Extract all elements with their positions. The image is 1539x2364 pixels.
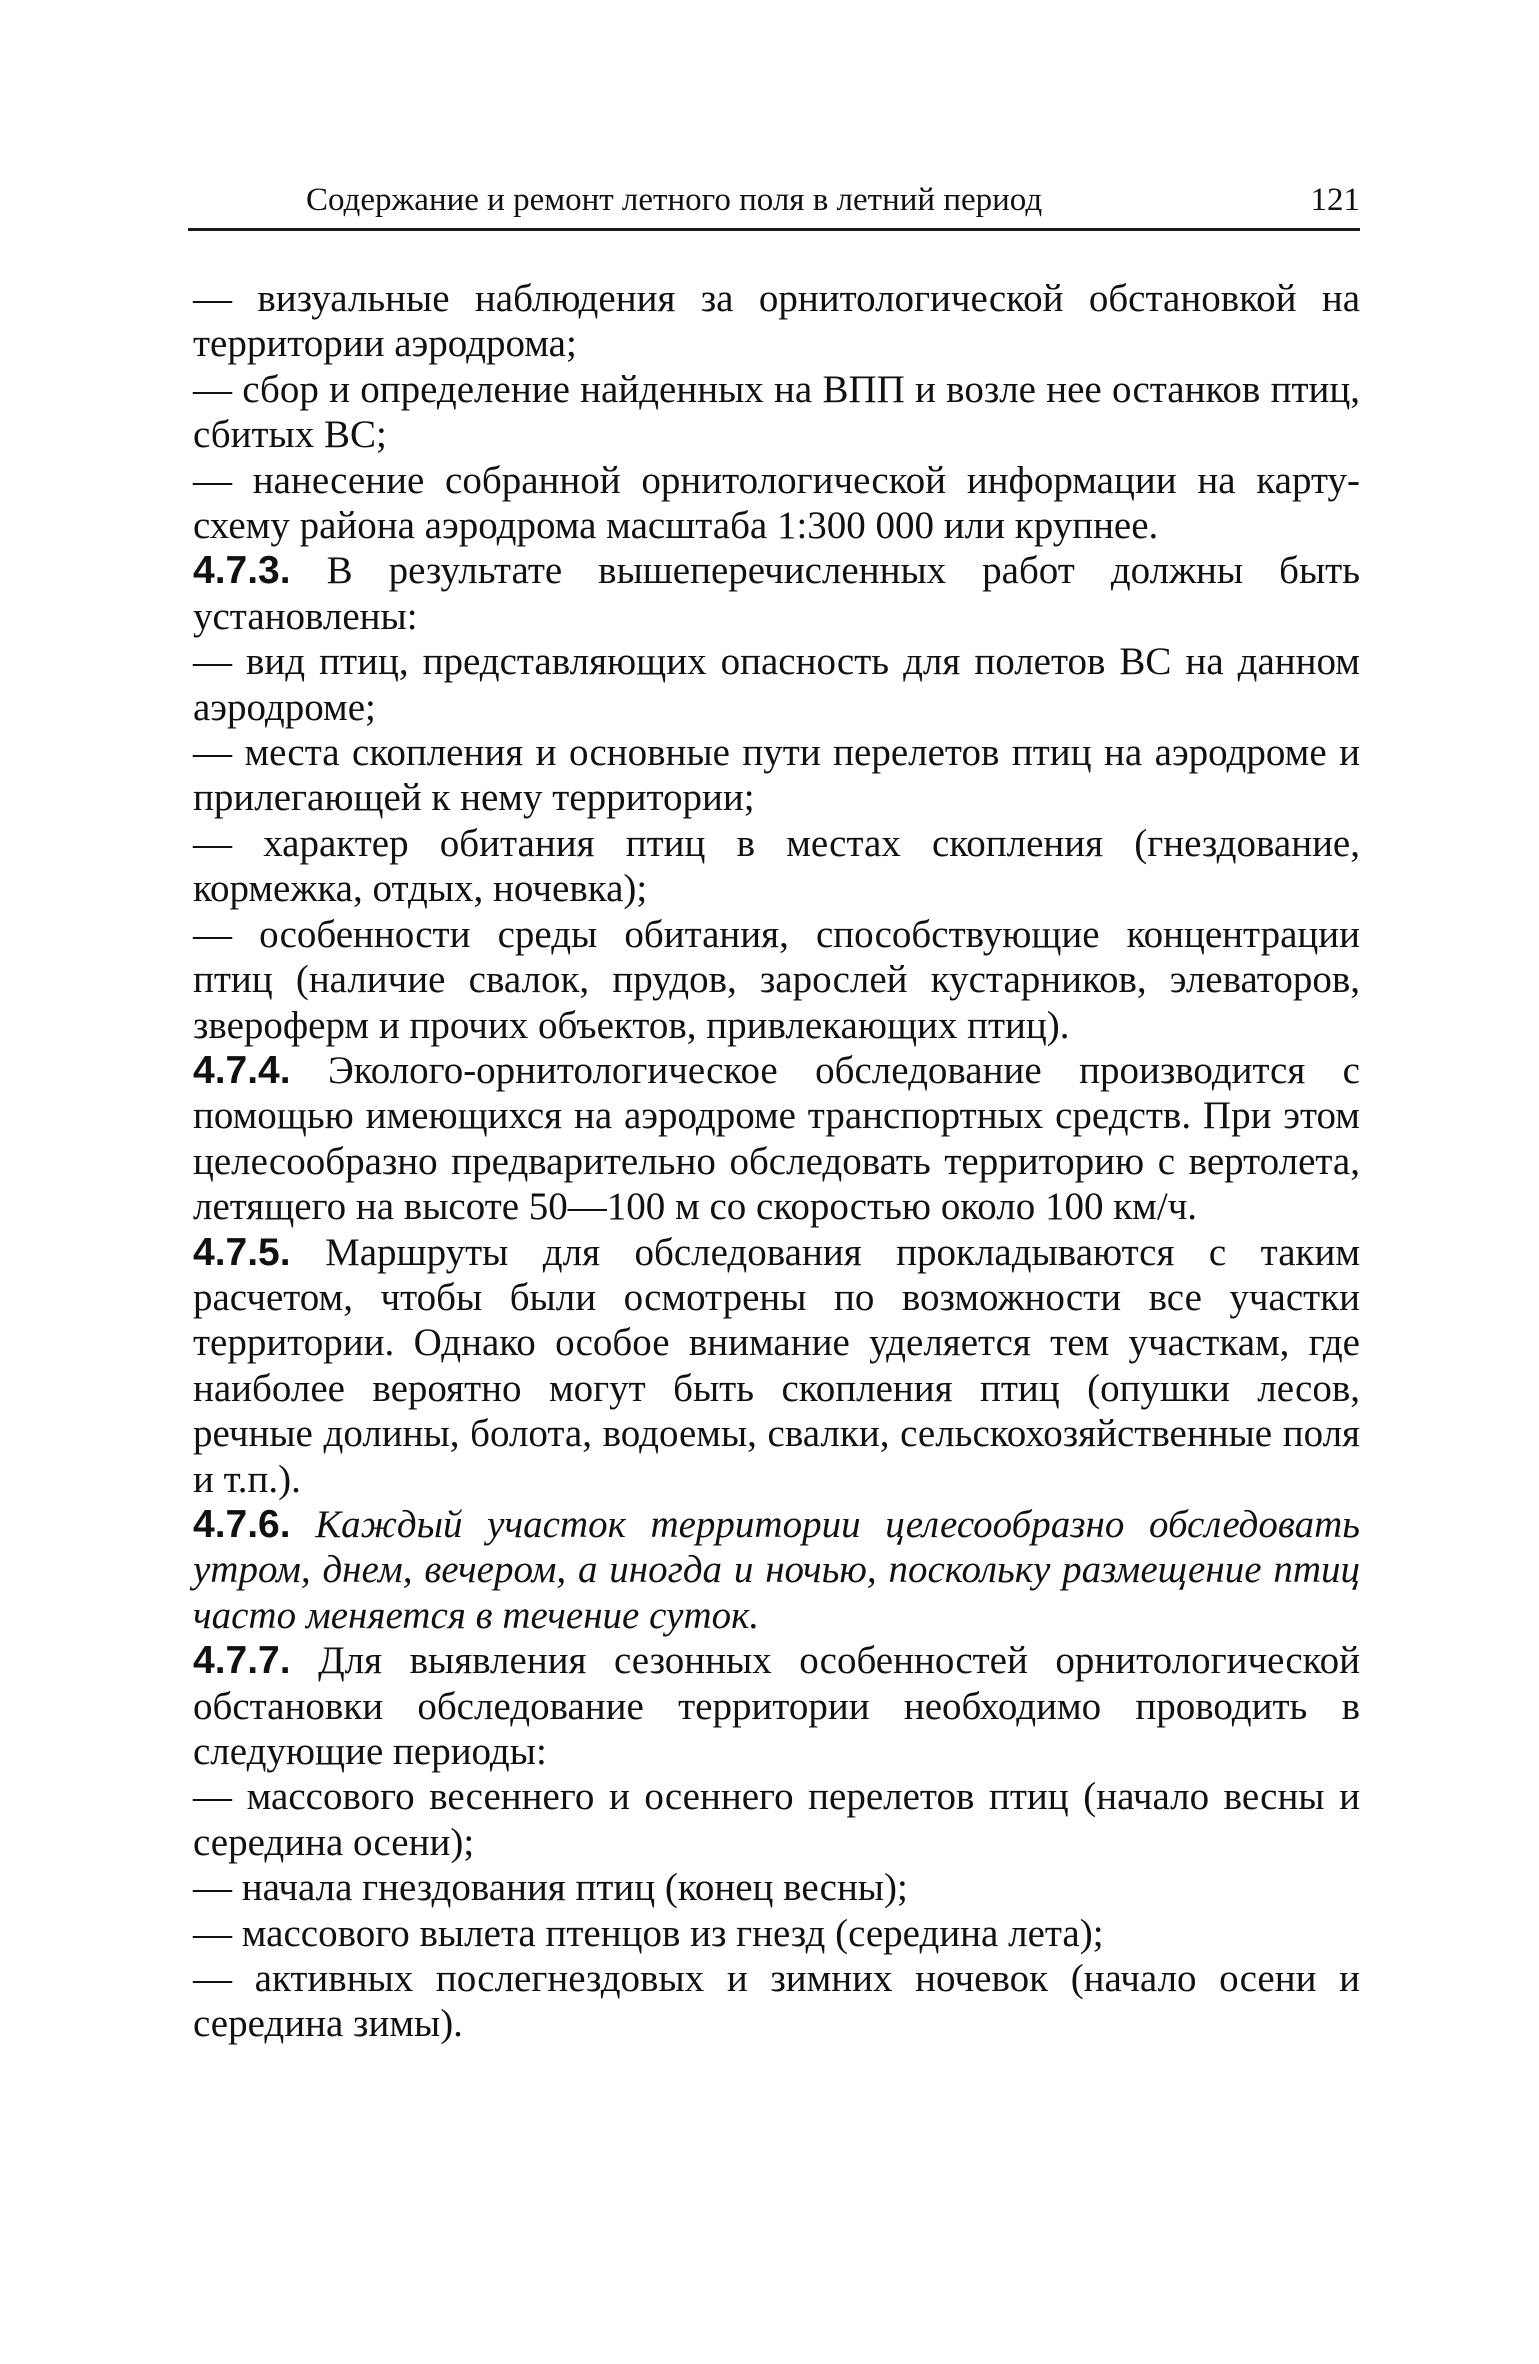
list-item xyxy=(193,1956,1360,2047)
header-divider xyxy=(188,228,1360,231)
section-paragraph xyxy=(193,1048,1360,1230)
paragraph-text: Каждый участок территории целесообразно обследовать утром, днем, вечером, а иногда и ночью, поскольку размещение птиц часто меняется в течение суток. xyxy=(193,1502,1360,1637)
paragraph-text: Эколого-орнитологическое обследование производится с помощью имеющихся на аэродроме транспортных средств. При этом целесообразно предварительно обследовать территорию с вертолета, летящего на высоте 50—100 м со скоростью около 100 км/ч. xyxy=(193,1048,1360,1229)
list-item xyxy=(193,276,1360,367)
running-header xyxy=(300,170,1360,230)
page-body xyxy=(193,276,1360,2047)
list-item xyxy=(193,821,1360,912)
paragraph-text: Маршруты для обследования прокладываются с таким расчетом, чтобы были осмотрены по возможности все участки территории. Однако особое внимание уделяется тем участкам, где наиболее вероятно могут быть скопления птиц (опушки лесов, речные долины, болота, водоемы, свалки, сельскохозяйственные поля и т.п.). xyxy=(193,1230,1360,1501)
paragraph-text: Для выявления сезонных особенностей орнитологической обстановки обследование территории необходимо проводить в следующие периоды: xyxy=(193,1639,1360,1773)
list-item xyxy=(193,1774,1360,1865)
section-paragraph xyxy=(193,548,1360,639)
paragraph-text: — нанесение собранной орнитологической информации на карту-схему района аэродрома масштаба 1:300 000 или крупнее. xyxy=(193,458,1360,548)
paragraph-text: — массового вылета птенцов из гнезд (середина лета); xyxy=(193,1911,1104,1955)
section-number: 4.7.5. xyxy=(193,1230,291,1274)
running-header-title: Содержание и ремонт летного поля в летний период xyxy=(306,182,1043,218)
paragraph-text: — сбор и определение найденных на ВПП и возле нее останков птиц, сбитых ВС; xyxy=(193,367,1360,457)
section-paragraph xyxy=(193,1638,1360,1774)
paragraph-text: — начала гнездования птиц (конец весны); xyxy=(193,1866,908,1910)
list-item xyxy=(193,730,1360,821)
list-item xyxy=(193,1911,1360,1956)
paragraph-text: В результате вышеперечисленных работ должны быть установлены: xyxy=(193,549,1360,638)
paragraph-text: — особенности среды обитания, способствующие концентрации птиц (наличие свалок, прудов, зарослей кустарников, элеваторов, звероферм и прочих объектов, привлекающих птиц). xyxy=(193,912,1360,1047)
list-item xyxy=(193,458,1360,549)
list-item xyxy=(193,639,1360,730)
section-number: 4.7.3. xyxy=(193,549,291,593)
list-item xyxy=(193,367,1360,458)
paragraph-text: — активных послегнездовых и зимних ночевок (начало осени и середина зимы). xyxy=(193,1957,1360,2046)
section-number: 4.7.7. xyxy=(193,1639,291,1683)
section-number: 4.7.6. xyxy=(193,1502,291,1546)
section-paragraph xyxy=(193,1502,1360,1638)
paragraph-text: — массового весеннего и осеннего перелетов птиц (начало весны и середина осени); xyxy=(193,1775,1360,1864)
page-number: 121 xyxy=(1310,182,1360,218)
paragraph-text: — вид птиц, представляющих опасность для полетов ВС на данном аэродроме; xyxy=(193,640,1360,729)
paragraph-text: — визуальные наблюдения за орнитологической обстановкой на территории аэродрома; xyxy=(193,277,1360,366)
paragraph-text: — места скопления и основные пути перелетов птиц на аэродроме и прилегающей к нему территории; xyxy=(193,731,1360,820)
section-paragraph xyxy=(193,1230,1360,1502)
paragraph-text: — характер обитания птиц в местах скопления (гнездование, кормежка, отдых, ночевка); xyxy=(193,821,1360,911)
list-item xyxy=(193,1865,1360,1910)
section-number: 4.7.4. xyxy=(193,1048,291,1092)
list-item xyxy=(193,912,1360,1048)
